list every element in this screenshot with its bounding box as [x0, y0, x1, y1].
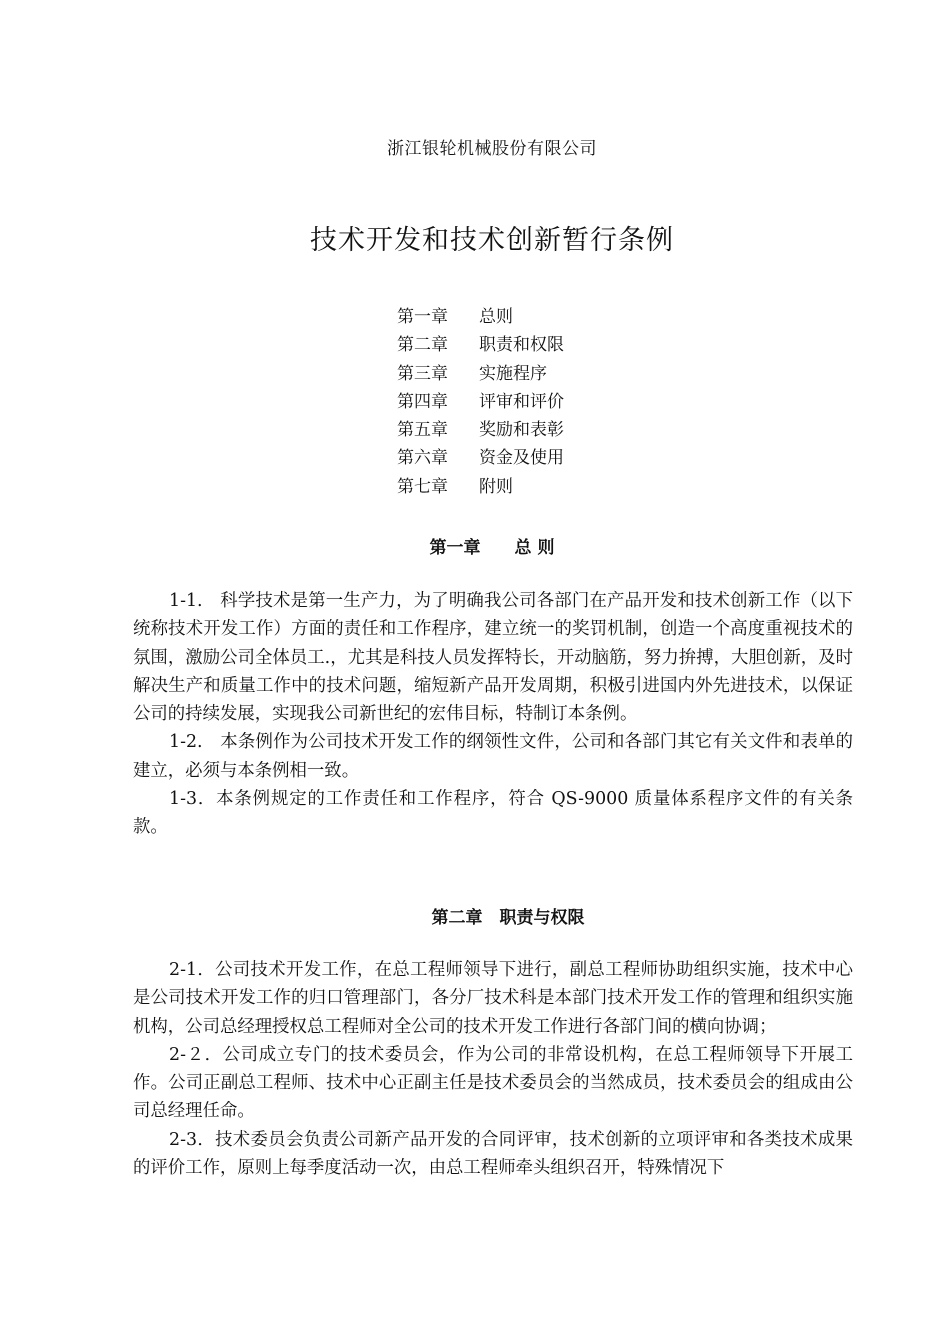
- chapter-1-heading: 第一章 总 则: [429, 538, 555, 558]
- chapter-2-body: [133, 956, 853, 1182]
- company-name: 浙江银轮机械股份有限公司: [387, 139, 597, 159]
- toc-item: [397, 444, 564, 472]
- toc-item: [397, 331, 564, 359]
- toc-chapter-number: 第四章: [397, 391, 448, 412]
- toc-item: [397, 303, 564, 331]
- document-title: 技术开发和技术创新暂行条例: [310, 225, 674, 257]
- toc-chapter-name: 附则: [479, 476, 513, 497]
- toc-item: [397, 388, 564, 416]
- paragraph-1-1: 1-1. 科学技术是第一生产力，为了明确我公司各部门在产品开发和技术创新工作（以下统称技术开发工作）方面的责任和工作程序，建立统一的奖罚机制，创造一个高度重视技术的氛围，激励公司全体员工.，尤其是科技人员发挥特长，开动脑筋，努力拚搏，大胆创新，及时解决生产和质量工作中的技术问题，缩短新产品开发周期，积极引进国内外先进技术，以保证公司的持续发展，实现我公司新世纪的宏伟目标，特制订本条例。: [133, 591, 853, 725]
- toc-chapter-name: 资金及使用: [479, 448, 564, 469]
- paragraph-2-1: 2-1．公司技术开发工作，在总工程师领导下进行，副总工程师协助组织实施，技术中心是公司技术开发工作的归口管理部门，各分厂技术科是本部门技术开发工作的管理和组织实施机构，公司总经理授权总工程师对全公司的技术开发工作进行各部门间的横向协调；: [133, 960, 853, 1037]
- toc-chapter-name: 实施程序: [479, 363, 547, 384]
- toc-chapter-number: 第三章: [397, 363, 448, 384]
- chapter-1-body: [133, 587, 853, 842]
- toc-chapter-number: 第五章: [397, 420, 448, 441]
- toc-chapter-number: 第一章: [397, 307, 448, 327]
- toc-chapter-name: 职责和权限: [479, 335, 564, 356]
- toc-chapter-name: 评审和评价: [479, 391, 564, 412]
- toc-item: [397, 360, 564, 388]
- toc-item: [397, 473, 564, 501]
- table-of-contents: [397, 303, 564, 501]
- toc-item: [397, 416, 564, 444]
- toc-chapter-name: 奖励和表彰: [479, 420, 564, 441]
- paragraph-2-2: 2-２．公司成立专门的技术委员会，作为公司的非常设机构，在总工程师领导下开展工作。公司正副总工程师、技术中心正副主任是技术委员会的当然成员，技术委员会的组成由公司总经理任命。: [133, 1044, 853, 1122]
- toc-chapter-number: 第六章: [397, 448, 448, 469]
- chapter-2-heading: 第二章 职责与权限: [431, 908, 585, 928]
- paragraph-2-3: 2-3．技术委员会负责公司新产品开发的合同评审，技术创新的立项评审和各类技术成果的评价工作，原则上每季度活动一次，由总工程师牵头组织召开，特殊情况下: [133, 1129, 853, 1179]
- toc-chapter-name: 总则: [479, 307, 513, 327]
- toc-chapter-number: 第二章: [397, 335, 448, 356]
- paragraph-1-2: 1-2. 本条例作为公司技术开发工作的纲领性文件，公司和各部门其它有关文件和表单的建立，必须与本条例相一致。: [133, 732, 853, 781]
- paragraph-1-3: 1-3．本条例规定的工作责任和工作程序，符合 QS-9000 质量体系程序文件的有关条款。: [133, 789, 853, 838]
- toc-chapter-number: 第七章: [397, 476, 448, 497]
